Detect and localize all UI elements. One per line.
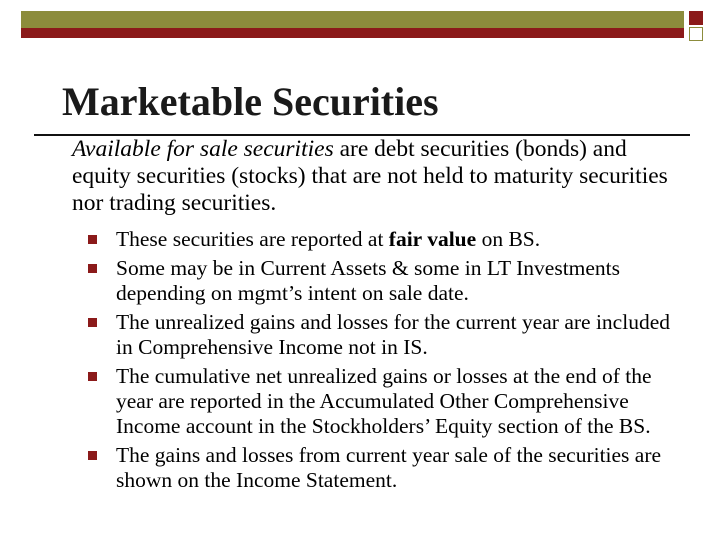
intro-text: are debt securities (bonds) and equity securities (stocks) that are not held to maturity securities nor trading securities.	[72, 136, 668, 216]
corner-square-red	[689, 11, 703, 25]
top-bar-red	[21, 28, 684, 38]
bullet-text: The gains and losses from current year sale of the securities are shown on the Income Statement.	[116, 443, 662, 492]
bullet-text: These securities are reported at fair value on BS.	[116, 227, 541, 251]
bullet-square-icon	[88, 372, 97, 381]
bullet-square-icon	[88, 451, 97, 460]
bullet-square-icon	[88, 264, 97, 273]
bullet-text: Some may be in Current Assets & some in LT Investments depending on mgmt’s intent on sale date.	[116, 256, 621, 305]
bullet-item	[88, 364, 690, 439]
intro-italic-term: Available for sale securities	[72, 136, 334, 162]
bullet-list	[88, 227, 690, 497]
bullet-item	[88, 227, 690, 252]
bullet-square-icon	[88, 235, 97, 244]
bold-term: fair value	[388, 227, 477, 251]
corner-square-outline	[689, 27, 703, 41]
bullet-item	[88, 443, 690, 493]
bullet-item	[88, 310, 690, 360]
bullet-text: The unrealized gains and losses for the current year are included in Comprehensive Income not in IS.	[116, 310, 670, 359]
intro-paragraph	[72, 136, 684, 217]
bullet-item	[88, 256, 690, 306]
bullet-text: The cumulative net unrealized gains or losses at the end of the year are reported in the Accumulated Other Comprehensive Income account in the Stockholders’ Equity section of the BS.	[116, 364, 652, 438]
top-bar-olive	[21, 11, 684, 28]
slide-title: Marketable Securities	[62, 79, 439, 124]
bullet-square-icon	[88, 318, 97, 327]
